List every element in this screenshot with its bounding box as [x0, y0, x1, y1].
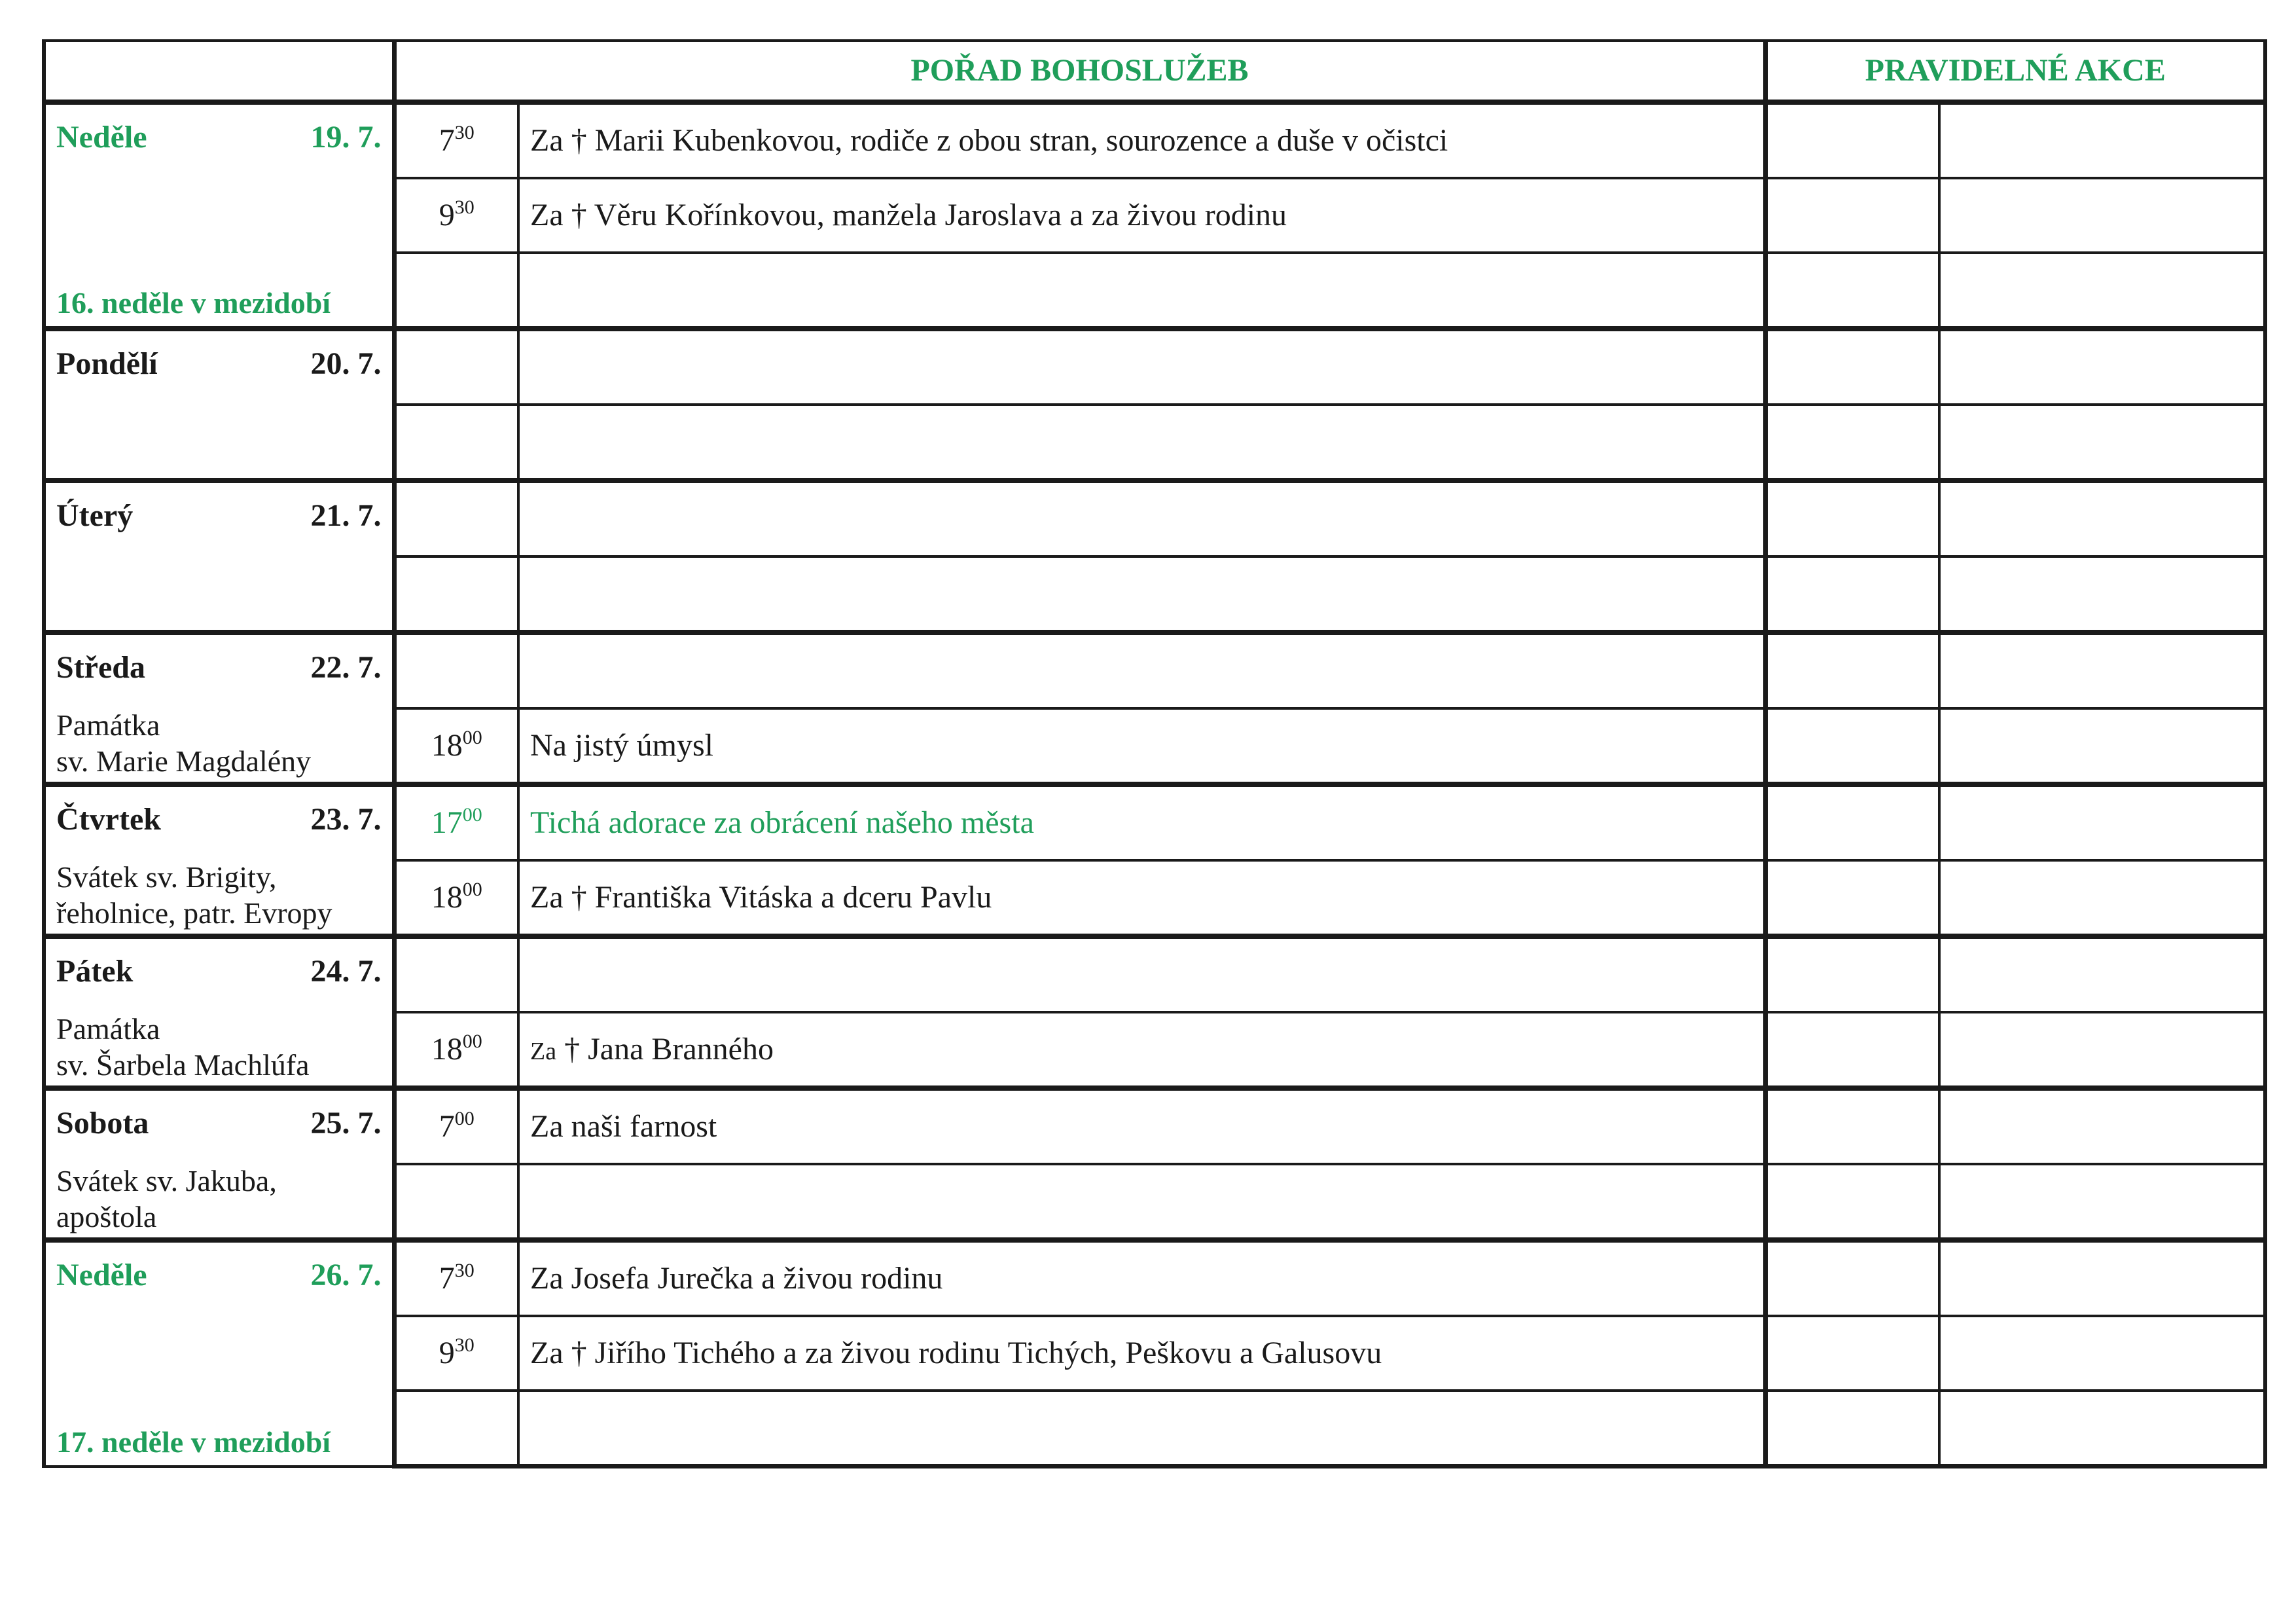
service-time: $7^{30}$: [394, 1240, 518, 1316]
event-cell: [1939, 1088, 2265, 1164]
day-name: Neděle: [56, 120, 147, 155]
table-row: [44, 784, 2265, 860]
day-cell: [44, 936, 394, 1088]
day-date: 24. 7.: [310, 954, 382, 989]
day-date: 26. 7.: [310, 1258, 382, 1292]
day-date: 25. 7.: [310, 1106, 382, 1140]
service-time: [394, 253, 518, 329]
day-name: Neděle: [56, 1258, 147, 1292]
service-intent: [518, 1391, 1765, 1467]
service-time: $17^{00}$: [394, 784, 518, 860]
event-cell: [1939, 481, 2265, 556]
day-note: Svátek sv. Brigity, řeholnice, patr. Evropy: [56, 860, 332, 930]
service-intent: [518, 1164, 1765, 1240]
service-time: $9^{30}$: [394, 178, 518, 253]
day-name: Středa: [56, 650, 145, 685]
service-intent: Za † Jana Branného: [518, 1012, 1765, 1088]
day-cell: [44, 481, 394, 632]
event-cell: [1765, 1012, 1939, 1088]
day-note: 17. neděle v mezidobí: [56, 1425, 331, 1459]
event-cell: [1765, 784, 1939, 860]
event-cell: [1939, 253, 2265, 329]
table-row: [44, 1240, 2265, 1316]
service-time: $7^{30}$: [394, 102, 518, 178]
day-date: 23. 7.: [310, 802, 382, 837]
service-intent: [518, 632, 1765, 708]
service-intent: Za † Františka Vitáska a dceru Pavlu: [518, 860, 1765, 936]
event-cell: [1765, 936, 1939, 1012]
service-time: $18^{00}$: [394, 1012, 518, 1088]
day-cell: [44, 329, 394, 481]
day-cell: [44, 632, 394, 784]
service-intent: [518, 936, 1765, 1012]
event-cell: [1939, 1164, 2265, 1240]
event-cell: [1765, 1088, 1939, 1164]
event-cell: [1939, 178, 2265, 253]
event-cell: [1765, 860, 1939, 936]
event-cell: [1765, 253, 1939, 329]
event-cell: [1765, 556, 1939, 632]
service-time: [394, 1164, 518, 1240]
service-intent: [518, 329, 1765, 405]
event-cell: [1939, 632, 2265, 708]
event-cell: [1765, 329, 1939, 405]
service-time: $18^{00}$: [394, 708, 518, 784]
service-intent: [518, 556, 1765, 632]
day-name: Sobota: [56, 1106, 149, 1140]
day-note: Svátek sv. Jakuba, apoštola: [56, 1163, 277, 1233]
event-cell: [1939, 784, 2265, 860]
day-date: 21. 7.: [310, 498, 382, 533]
service-time: [394, 936, 518, 1012]
service-intent: Tichá adorace za obrácení našeho města: [518, 784, 1765, 860]
table-row: [44, 936, 2265, 1012]
service-intent: [518, 405, 1765, 481]
event-cell: [1939, 405, 2265, 481]
service-time: $18^{00}$: [394, 860, 518, 936]
day-note: Památka sv. Marie Magdalény: [56, 708, 312, 778]
service-intent: Za † Jiřího Tichého a za živou rodinu Tichých, Peškovu a Galusovu: [518, 1316, 1765, 1391]
event-cell: [1765, 102, 1939, 178]
day-name: Pondělí: [56, 346, 158, 381]
service-time: [394, 556, 518, 632]
service-intent: Za naši farnost: [518, 1088, 1765, 1164]
event-cell: [1939, 1240, 2265, 1316]
event-cell: [1939, 936, 2265, 1012]
table-row: [44, 481, 2265, 556]
event-cell: [1765, 1316, 1939, 1391]
service-intent: Za Josefa Jurečka a živou rodinu: [518, 1240, 1765, 1316]
service-intent: Na jistý úmysl: [518, 708, 1765, 784]
service-time: [394, 481, 518, 556]
header-row: [44, 41, 2265, 102]
service-time: [394, 329, 518, 405]
service-intent: Za † Marii Kubenkovou, rodiče z obou stran, sourozence a duše v očistci: [518, 102, 1765, 178]
event-cell: [1939, 1316, 2265, 1391]
event-cell: [1939, 556, 2265, 632]
table-row: [44, 632, 2265, 708]
service-time: [394, 1391, 518, 1467]
event-cell: [1939, 102, 2265, 178]
service-intent: Za † Věru Kořínkovou, manžela Jaroslava a za živou rodinu: [518, 178, 1765, 253]
event-cell: [1939, 708, 2265, 784]
table-row: [44, 102, 2265, 178]
table-row: [44, 329, 2265, 405]
events-title: PRAVIDELNÉ AKCE: [1765, 41, 2265, 102]
day-note: 16. neděle v mezidobí: [56, 286, 331, 320]
event-cell: [1765, 1391, 1939, 1467]
day-name: Pátek: [56, 954, 134, 989]
event-cell: [1939, 1391, 2265, 1467]
service-time: [394, 632, 518, 708]
event-cell: [1765, 708, 1939, 784]
event-cell: [1765, 632, 1939, 708]
day-cell: [44, 1240, 394, 1467]
schedule-table: [42, 39, 2267, 1468]
day-cell: [44, 102, 394, 329]
event-cell: [1765, 1240, 1939, 1316]
event-cell: [1939, 860, 2265, 936]
day-name: Čtvrtek: [56, 802, 161, 837]
event-cell: [1765, 178, 1939, 253]
day-date: 20. 7.: [310, 346, 382, 381]
day-name: Úterý: [56, 498, 134, 533]
service-time: $7^{00}$: [394, 1088, 518, 1164]
event-cell: [1765, 481, 1939, 556]
day-note: Památka sv. Šarbela Machlúfa: [56, 1012, 310, 1082]
day-date: 22. 7.: [310, 650, 382, 685]
table-row: [44, 1088, 2265, 1164]
service-time: [394, 405, 518, 481]
service-intent: [518, 253, 1765, 329]
header-empty-cell: [44, 41, 394, 102]
service-intent: [518, 481, 1765, 556]
event-cell: [1939, 1012, 2265, 1088]
event-cell: [1765, 405, 1939, 481]
service-time: $9^{30}$: [394, 1316, 518, 1391]
event-cell: [1765, 1164, 1939, 1240]
day-date: 19. 7.: [310, 120, 382, 155]
services-title: POŘAD BOHOSLUŽEB: [394, 41, 1765, 102]
day-cell: [44, 784, 394, 936]
day-cell: [44, 1088, 394, 1240]
event-cell: [1939, 329, 2265, 405]
